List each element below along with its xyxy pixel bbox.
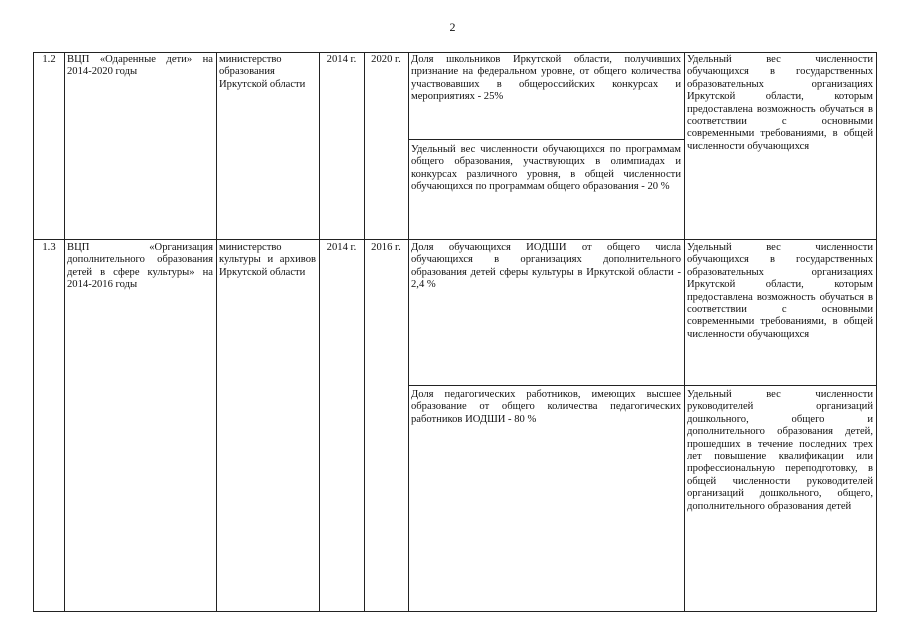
- program-name: ВЦП «Одаренные дети» на 2014-2020 годы: [67, 54, 213, 78]
- goal-indicator: Доля обучающихся ИОДШИ от общего числа обучающихся в организациях дополнительного образования детей сферы культуры в Иркутской области - 2,4 %: [411, 242, 681, 291]
- end-year: 2020 г.: [371, 54, 401, 65]
- result-indicator: Удельный вес численности обучающихся в государственных образовательных организациях Иркутской области, которым предоставлена возможность обучаться в соответствии с основными современными требованиями, в общей численности обучающихся: [687, 54, 873, 152]
- goal-indicator: Доля школьников Иркутской области, получивших признание на федеральном уровне, от общего количества участвовавших в общероссийских конкурсах и мероприятиях - 25%: [411, 54, 681, 103]
- goal-indicator: Удельный вес численности обучающихся по программам общего образования, участвующих в олимпиадах и конкурсах различного уровня, в общей численности обучающихся по программам общего образования - 20 %: [411, 144, 681, 193]
- program-name: ВЦП «Организация дополнительного образования детей в сфере культуры» на 2014-2016 годы: [67, 242, 213, 291]
- start-year: 2014 г.: [326, 242, 357, 253]
- row-divider: [408, 385, 876, 386]
- col-divider: [64, 53, 65, 611]
- row-number: 1.2: [42, 54, 56, 65]
- row-divider: [408, 139, 684, 140]
- executor: министерство образования Иркутской области: [219, 54, 306, 90]
- start-year: 2014 г.: [326, 54, 357, 65]
- col-divider: [364, 53, 365, 611]
- col-divider: [319, 53, 320, 611]
- row-divider: [34, 239, 876, 240]
- program-table: [33, 52, 877, 612]
- result-indicator: Удельный вес численности руководителей организаций дошкольного, общего и дополнительного образования детей, прошедших в течение последних трех лет повышение квалификации или профессиональную переподготовку, в общей численности руководителей организаций дошкольного, общего, дополнительного образования детей: [687, 389, 873, 512]
- page-number: 2: [449, 20, 456, 34]
- row-number: 1.3: [42, 242, 56, 253]
- result-indicator: Удельный вес численности обучающихся в государственных образовательных организациях Иркутской области, которым предоставлена возможность обучаться в соответствии с основными современными требованиями, в общей численности обучающихся: [687, 242, 873, 340]
- goal-indicator: Доля педагогических работников, имеющих высшее образование от общего количества педагогических работников ИОДШИ - 80 %: [411, 389, 681, 425]
- executor: министерство культуры и архивов Иркутской области: [219, 242, 316, 278]
- col-divider: [216, 53, 217, 611]
- end-year: 2016 г.: [371, 242, 401, 253]
